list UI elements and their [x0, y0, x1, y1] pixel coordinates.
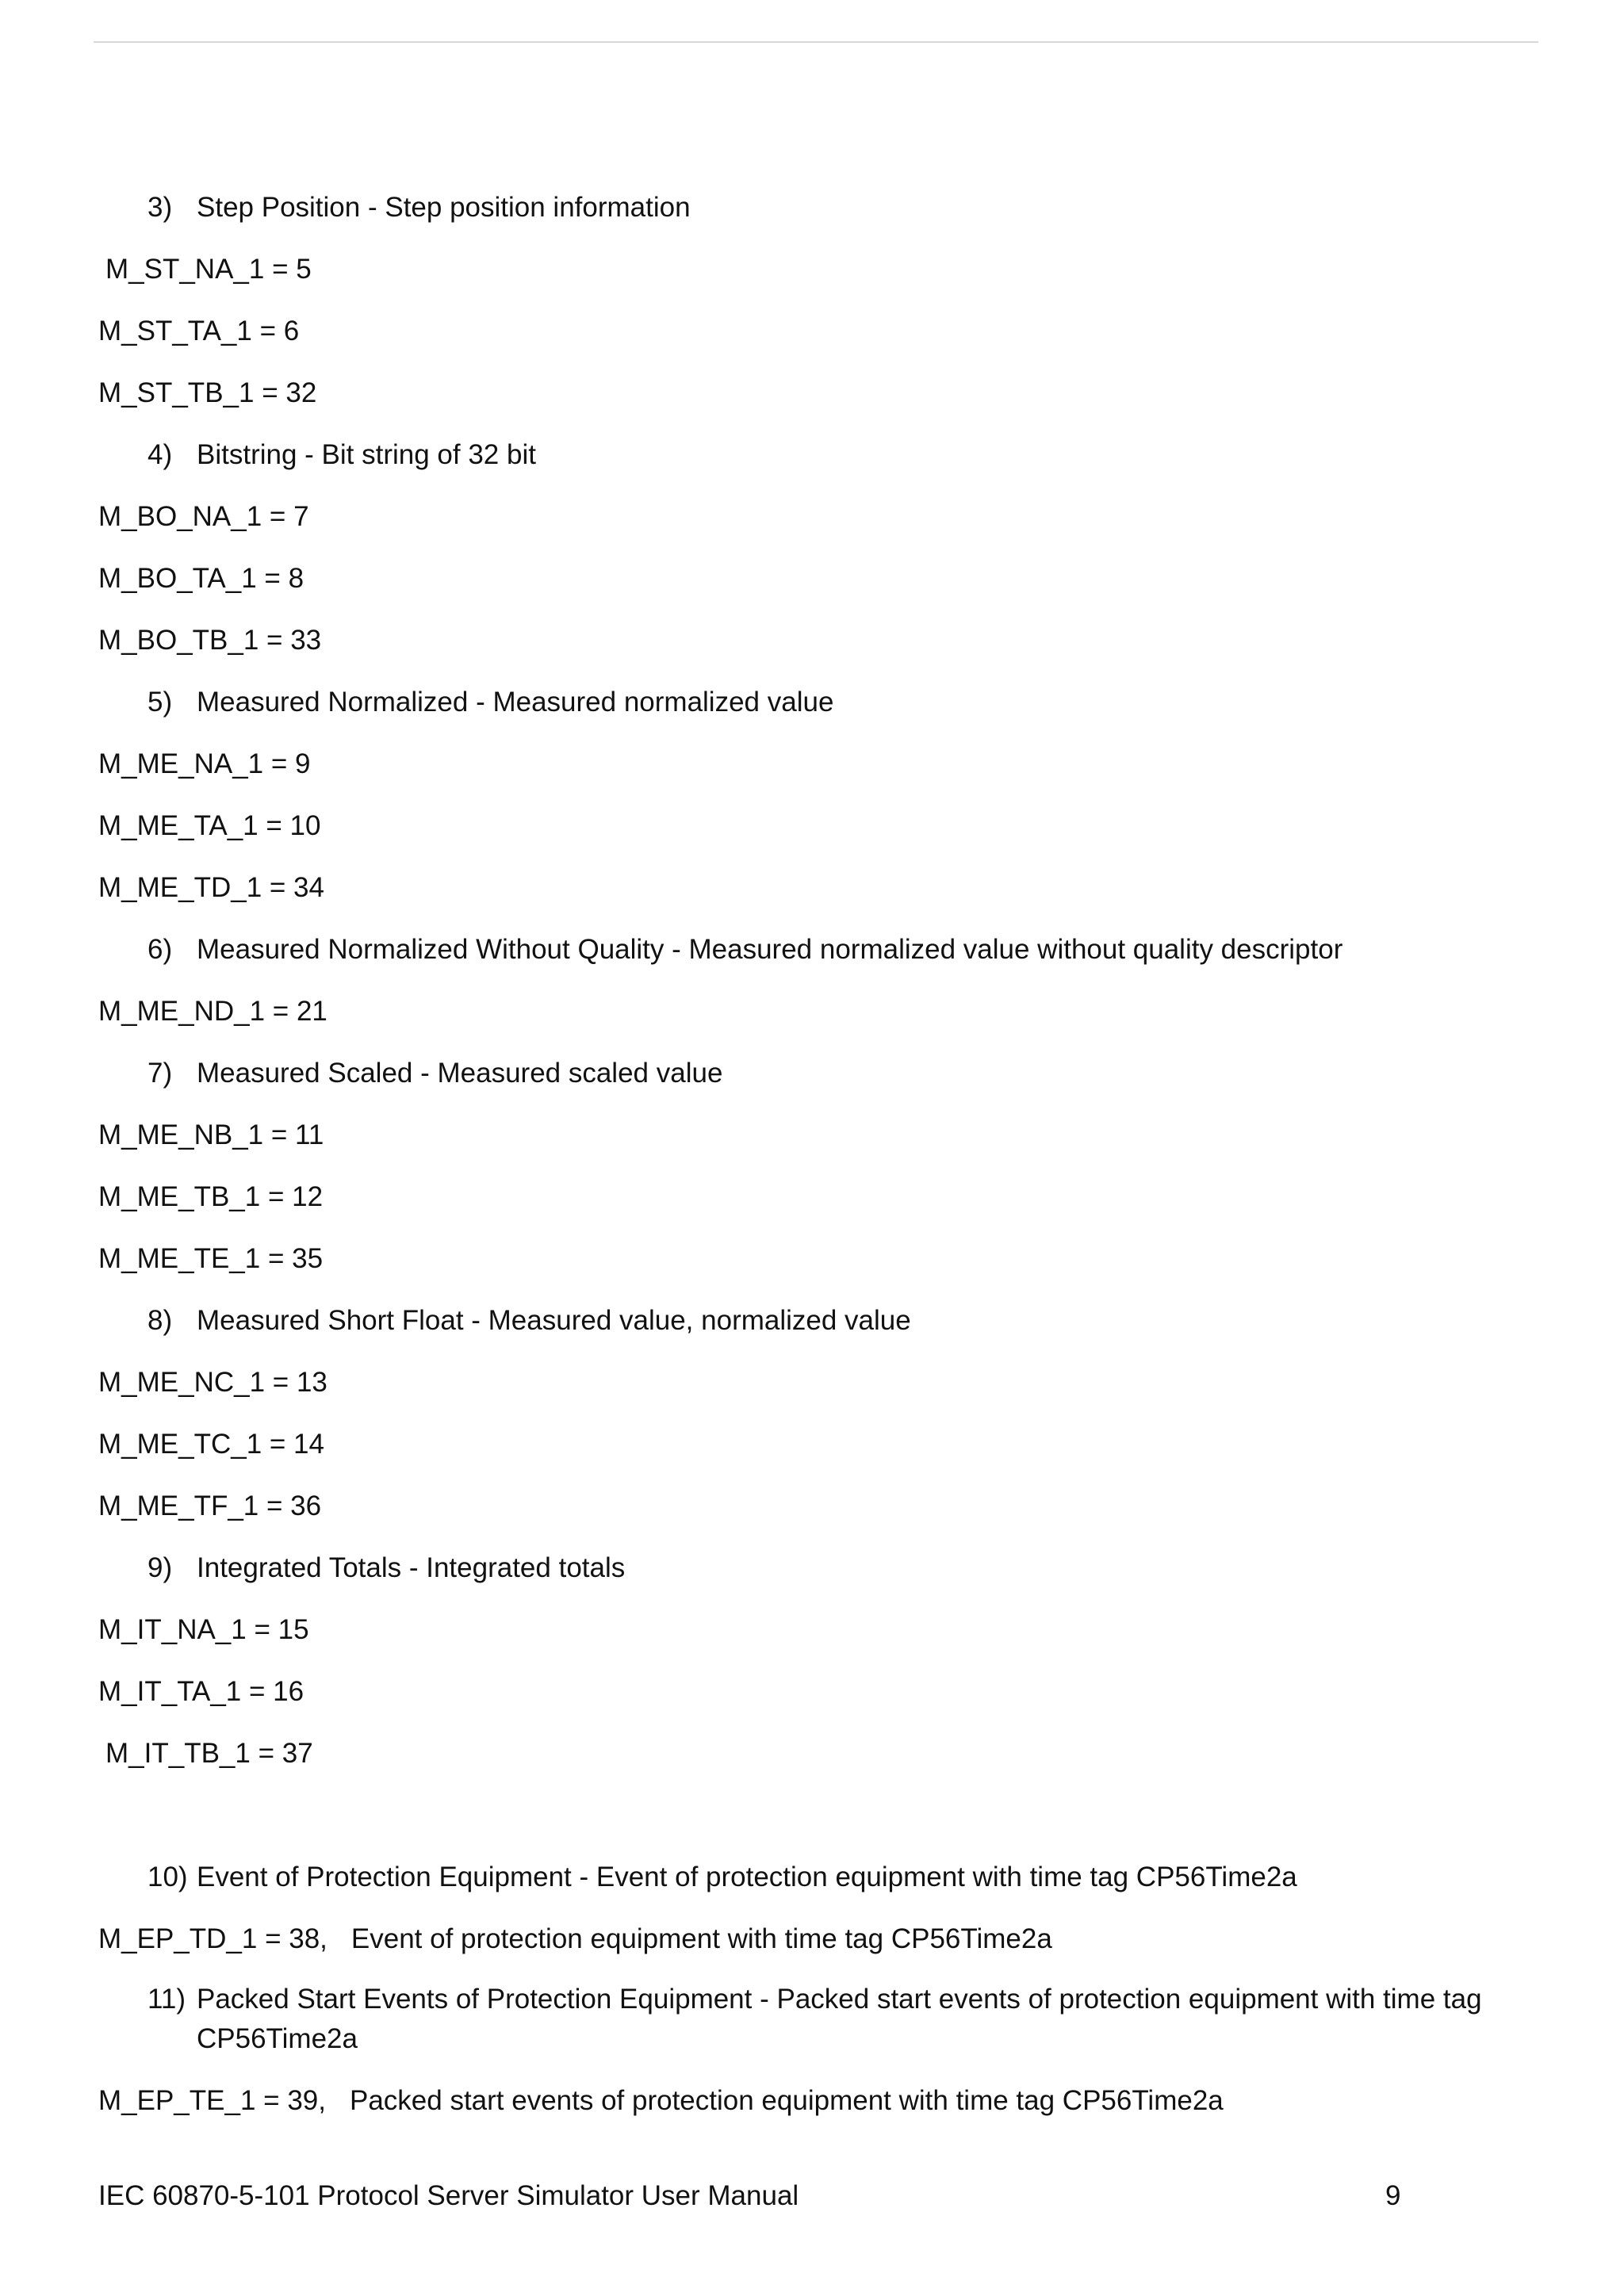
header-rule: [94, 41, 1538, 43]
section-number: 8): [147, 1305, 173, 1336]
section-number: 9): [147, 1552, 173, 1583]
code-description: Event of protection equipment with time tag CP56Time2a: [350, 1923, 1052, 1954]
section-title-line2: CP56Time2a: [197, 2023, 358, 2054]
code-line: M_ME_TB_1 = 12: [98, 1181, 324, 1212]
code-line: M_IT_TB_1 = 37: [105, 1738, 313, 1769]
code-line: M_ME_TF_1 = 36: [98, 1490, 322, 1521]
code-line: M_ME_TE_1 = 35: [98, 1243, 324, 1274]
code-line: M_ME_TA_1 = 10: [98, 810, 321, 841]
code-line: M_BO_NA_1 = 7: [98, 501, 309, 532]
section-heading-7: [147, 1054, 722, 1093]
code-line: M_ME_ND_1 = 21: [98, 996, 327, 1027]
section-title: Step Position - Step position information: [197, 192, 691, 223]
code-value: M_EP_TE_1 = 39,: [98, 2085, 326, 2116]
code-line: M_ME_TC_1 = 14: [98, 1429, 324, 1460]
section-number: 10): [147, 1862, 188, 1892]
code-line-with-description: [98, 2082, 1224, 2120]
section-number: 6): [147, 934, 173, 965]
code-line-with-description: [98, 1920, 1052, 1958]
section-heading-5: [147, 683, 833, 721]
section-heading-6: [147, 931, 1342, 969]
code-line: M_ST_TB_1 = 32: [98, 377, 317, 408]
code-description: Packed start events of protection equipment with time tag CP56Time2a: [349, 2085, 1224, 2116]
section-heading-8: [147, 1302, 911, 1340]
code-line: M_ME_NB_1 = 11: [98, 1119, 324, 1150]
code-value: M_EP_TD_1 = 38,: [98, 1923, 327, 1954]
code-line: M_IT_TA_1 = 16: [98, 1676, 304, 1707]
section-title: Bitstring - Bit string of 32 bit: [197, 439, 536, 470]
section-number: 11): [147, 1984, 186, 2015]
footer-title: IEC 60870-5-101 Protocol Server Simulator User Manual: [98, 2180, 799, 2211]
section-title-line1: Packed Start Events of Protection Equipment - Packed start events of protection equipment with time tag: [197, 1984, 1482, 2015]
section-heading-10: [147, 1858, 1297, 1896]
section-number: 5): [147, 687, 173, 718]
code-line: M_BO_TA_1 = 8: [98, 563, 304, 594]
section-heading-4: [147, 436, 536, 474]
section-number: 7): [147, 1058, 173, 1089]
page-number: 9: [1385, 2180, 1401, 2211]
section-heading-11: [147, 1980, 1482, 2019]
section-title: Measured Normalized Without Quality - Measured normalized value without quality descriptor: [197, 934, 1343, 965]
section-heading-3: [147, 189, 691, 227]
section-title: Event of Protection Equipment - Event of protection equipment with time tag CP56Time2a: [197, 1862, 1297, 1892]
code-line: M_ST_TA_1 = 6: [98, 316, 300, 346]
section-title: Measured Short Float - Measured value, normalized value: [197, 1305, 911, 1336]
section-number: 4): [147, 439, 173, 470]
code-line: M_BO_TB_1 = 33: [98, 625, 322, 656]
code-line: M_ME_TD_1 = 34: [98, 872, 324, 903]
code-line: M_ME_NA_1 = 9: [98, 748, 311, 779]
section-number: 3): [147, 192, 173, 223]
section-title: Measured Normalized - Measured normalized value: [197, 687, 834, 718]
code-line: M_ME_NC_1 = 13: [98, 1367, 327, 1398]
section-title: Integrated Totals - Integrated totals: [197, 1552, 626, 1583]
code-line: M_IT_NA_1 = 15: [98, 1614, 309, 1645]
code-line: M_ST_NA_1 = 5: [105, 254, 312, 285]
section-title: Measured Scaled - Measured scaled value: [197, 1058, 723, 1089]
section-heading-9: [147, 1549, 625, 1587]
